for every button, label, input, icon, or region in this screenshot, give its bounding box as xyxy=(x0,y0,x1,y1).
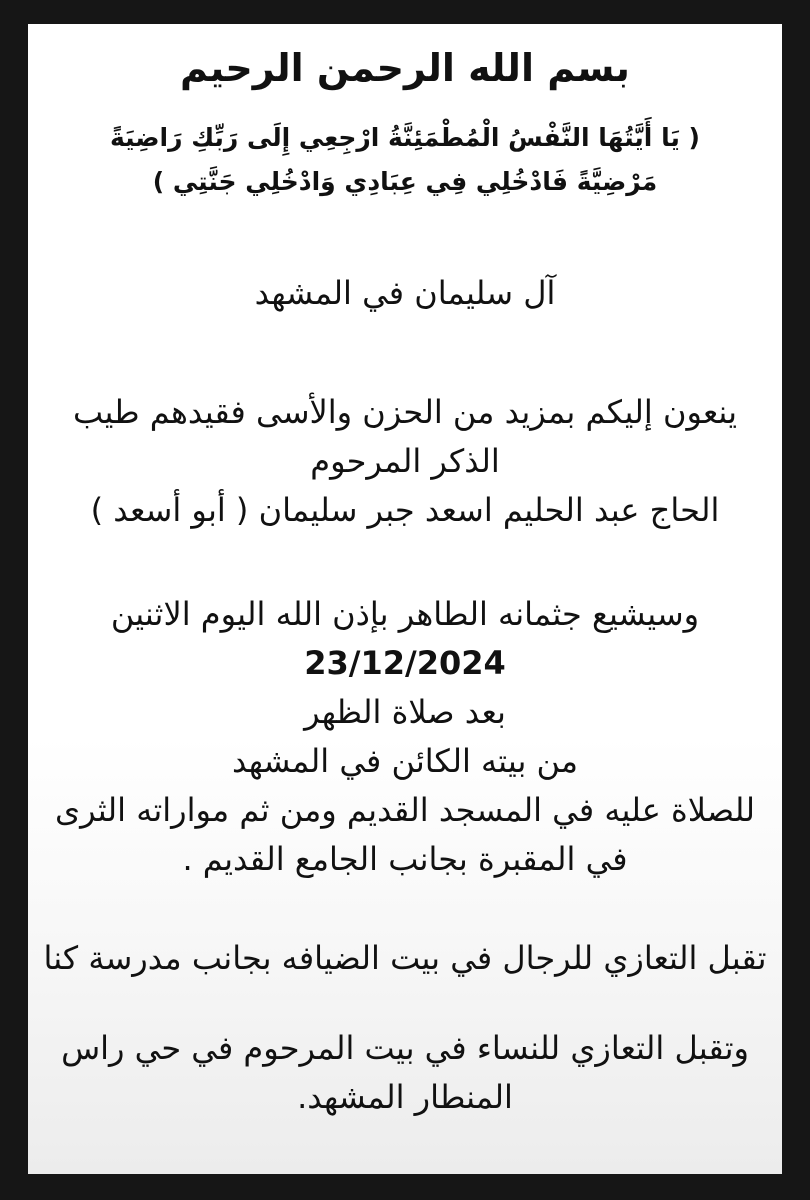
funeral-line-4: من بيته الكائن في المشهد xyxy=(231,742,579,780)
announcement-line-2: الذكر المرحوم xyxy=(310,442,500,480)
condolences-women-line-1: وتقبل التعازي للنساء في بيت المرحوم في حي راس xyxy=(61,1029,749,1067)
condolences-women-line-2: المنطار المشهد. xyxy=(297,1078,513,1116)
quran-verse xyxy=(68,116,742,204)
funeral-date: 23/12/2024 xyxy=(304,644,506,682)
death-announcement xyxy=(36,388,774,535)
family-name: آل سليمان في المشهد xyxy=(254,274,556,312)
condolences-women xyxy=(36,1024,774,1122)
basmala-heading: بسم الله الرحمن الرحيم xyxy=(180,46,630,90)
announcement-line-1: ينعون إليكم بمزيد من الحزن والأسى فقيدهم طيب xyxy=(73,393,737,431)
verse-line-2: مَرْضِيَّةً فَادْخُلِي فِي عِبَادِي وَادْخُلِي جَنَّتِي ) xyxy=(152,167,658,196)
funeral-line-1: وسيشيع جثمانه الطاهر بإذن الله اليوم الاثنين xyxy=(110,595,700,633)
deceased-name: الحاج عبد الحليم اسعد جبر سليمان ( أبو أسعد ) xyxy=(90,491,720,529)
verse-line-1: ( يَا أَيَّتُهَا النَّفْسُ الْمُطْمَئِنَّةُ ارْجِعِي إِلَى رَبِّكِ رَاضِيَةً xyxy=(110,123,700,152)
funeral-line-6: في المقبرة بجانب الجامع القديم . xyxy=(182,840,628,878)
funeral-details xyxy=(36,590,774,884)
funeral-line-5: للصلاة عليه في المسجد القديم ومن ثم مواراته الثرى xyxy=(55,791,755,829)
funeral-line-3: بعد صلاة الظهر xyxy=(304,693,506,731)
condolences-men xyxy=(36,934,774,983)
condolences-men-line: تقبل التعازي للرجال في بيت الضيافه بجانب مدرسة كنا xyxy=(43,939,767,977)
obituary-document xyxy=(28,24,782,1174)
